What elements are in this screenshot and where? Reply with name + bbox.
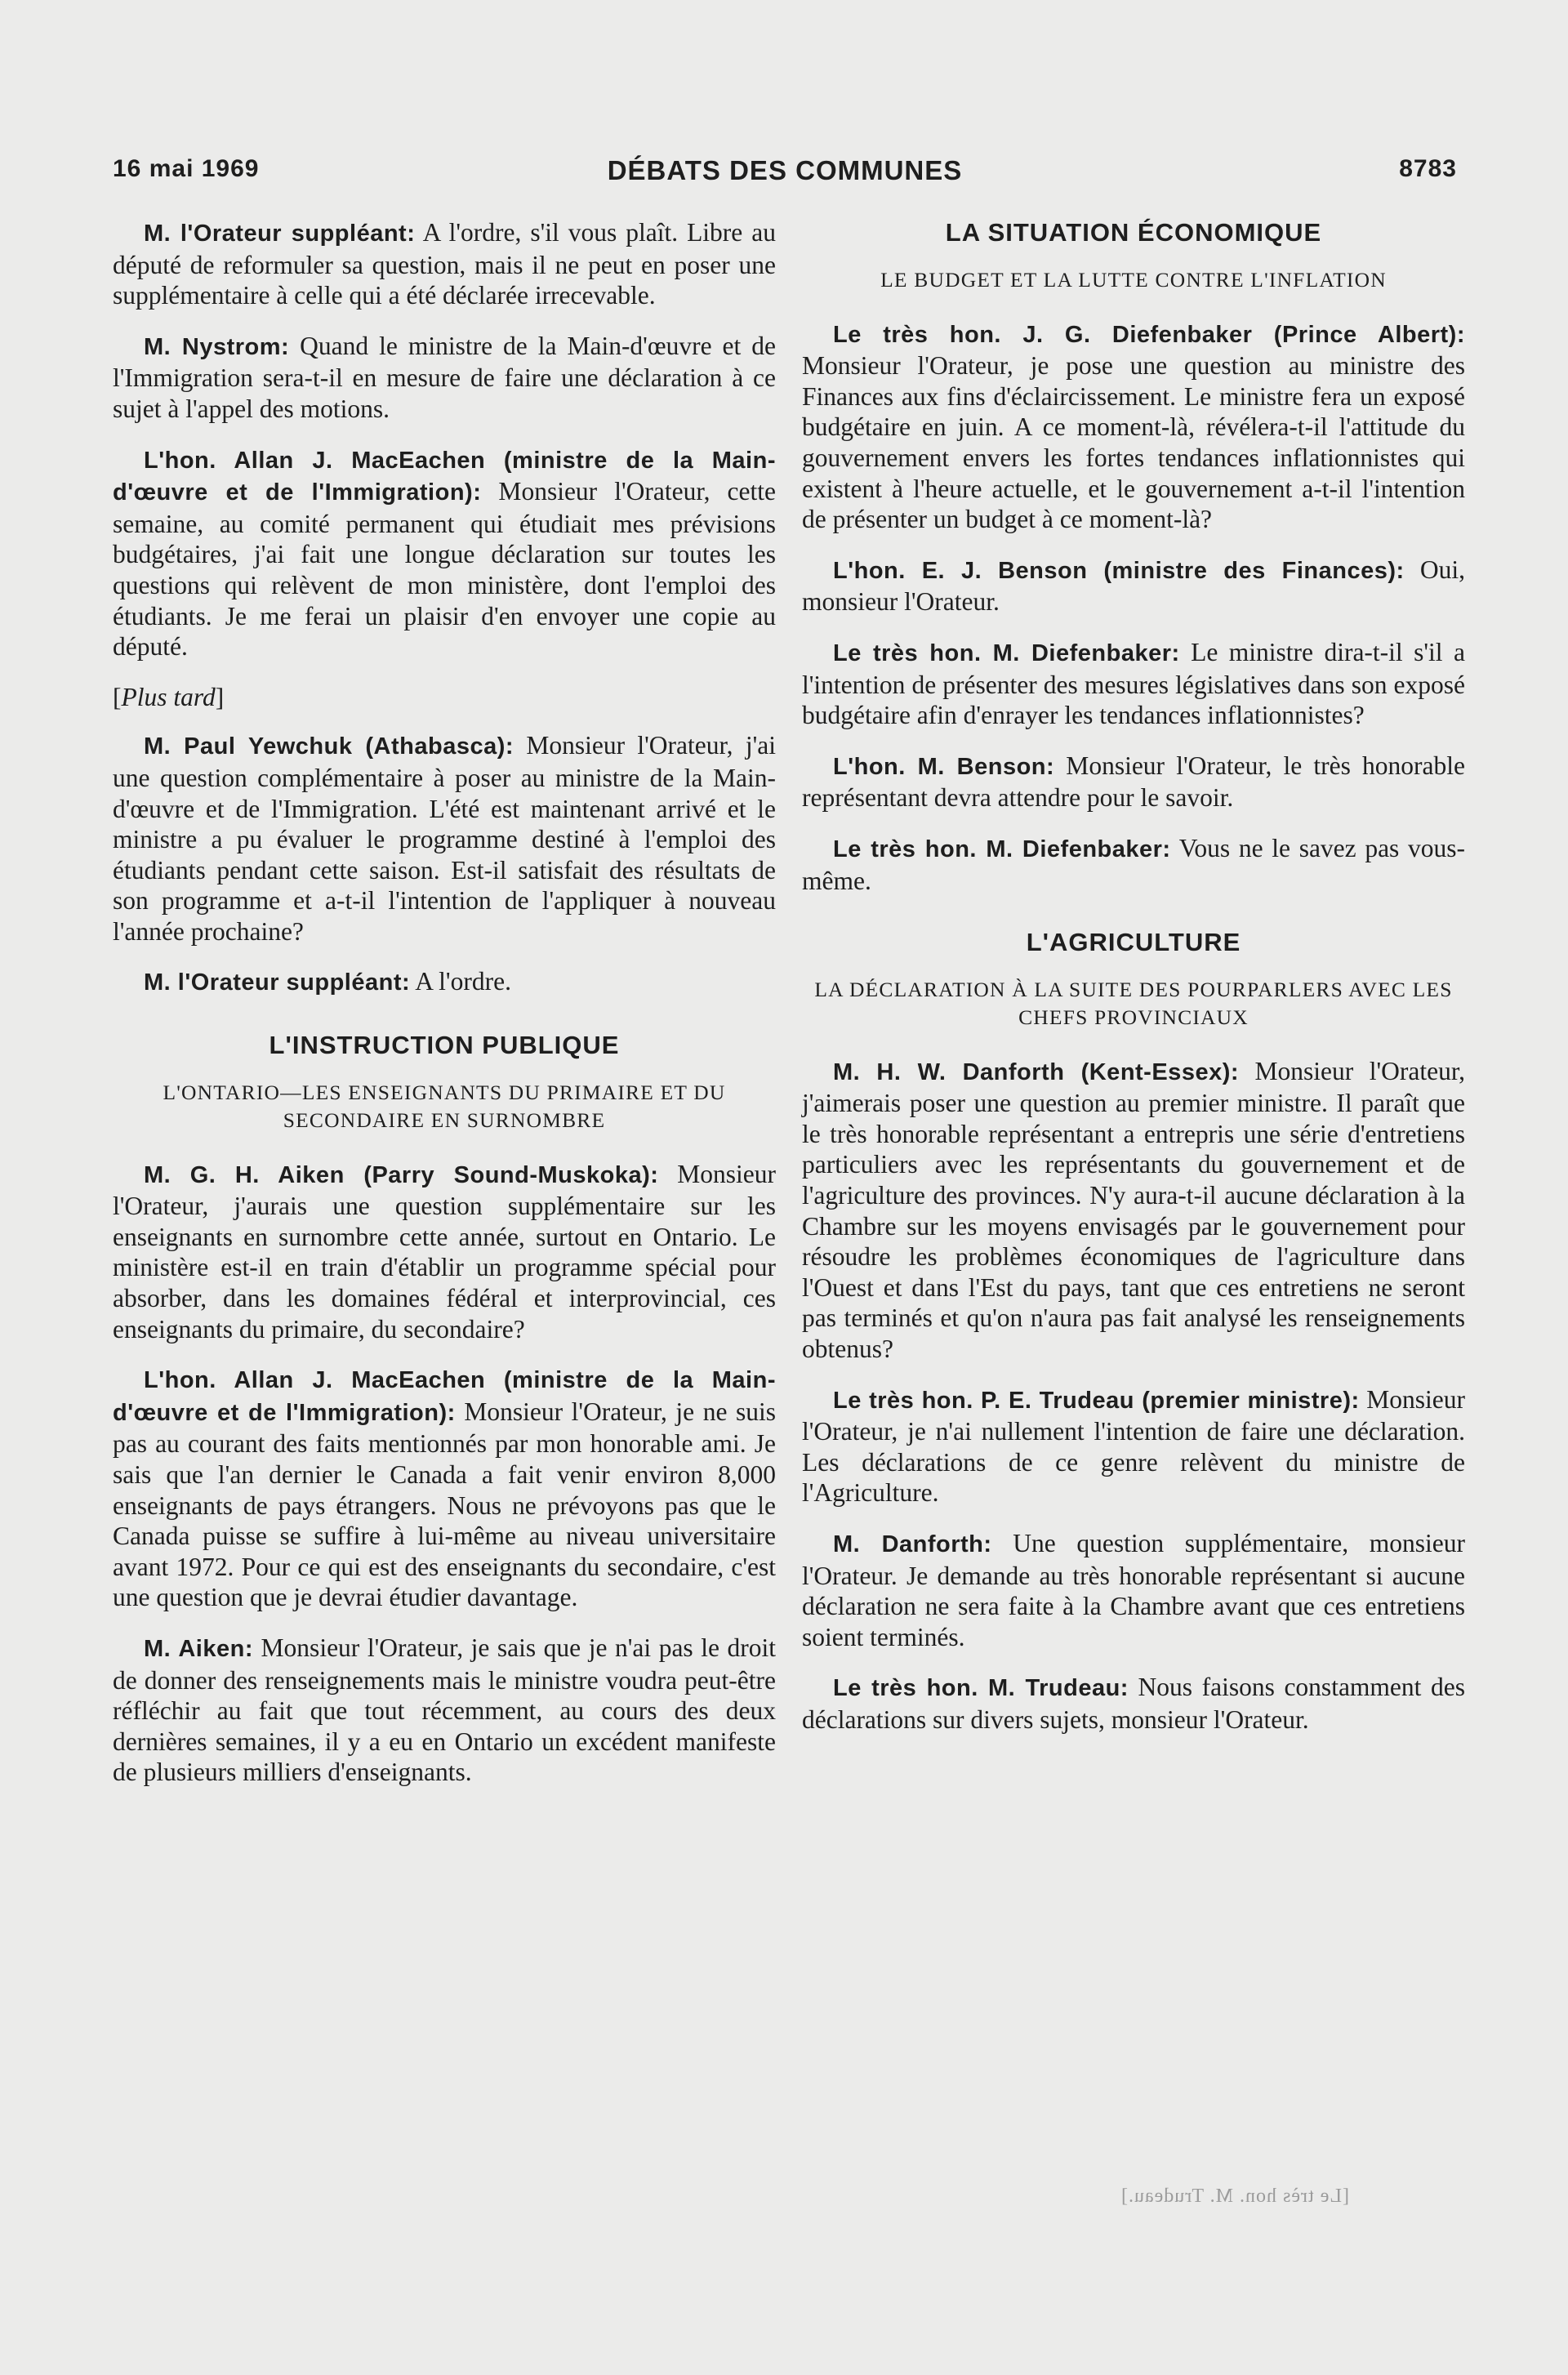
paragraph-text: A l'ordre, s'il vous plaît. Libre au député de reformuler sa question, mais il ne peut en poser une supplémentaire à celle qui a été déclarée irrecevable.: [113, 218, 776, 310]
paragraph: [113, 331, 776, 425]
section-title: L'AGRICULTURE: [1026, 928, 1241, 957]
paragraph: [802, 637, 1465, 731]
paragraph-text: Monsieur l'Orateur, j'aurais une question supplémentaire sur les enseignants en surnombre cette année, surtout en Ontario. Le ministère est-il en train d'établir un programme spécial pour absorber, dans les domaines fédéral et interprovincial, ces enseignants du primaire, du secondaire?: [113, 1159, 776, 1343]
speaker-name: M. Danforth:: [833, 1531, 992, 1557]
speaker-name: Le très hon. M. Diefenbaker:: [833, 639, 1180, 666]
running-header: [113, 155, 1457, 191]
paragraph-text: Vous ne le savez pas vous-même.: [802, 833, 1465, 895]
paragraph-text: Monsieur l'Orateur, je n'ai nullement l'intention de faire une déclaration. Les déclarations de ce genre relèvent du ministre de l'Agriculture.: [802, 1384, 1465, 1508]
speaker-name: L'hon. E. J. Benson (ministre des Finances):: [833, 557, 1405, 584]
aside-text: Plus tard: [121, 682, 216, 711]
paragraph-text: Monsieur l'Orateur, cette semaine, au comité permanent qui étudiait mes prévisions budgétaires, j'ai fait une longue déclaration sur toutes les questions qui relèvent de mon ministère, dont l'emploi des étudiants. Je me ferai un plaisir d'en envoyer une copie au député.: [113, 477, 776, 662]
paragraph-text: Une question supplémentaire, monsieur l'Orateur. Je demande au très honorable représentant si aucune déclaration ne sera faite à la Chambre avant que ces entretiens soient terminés.: [802, 1529, 1465, 1651]
paragraph-text: Monsieur l'Orateur, je pose une question au ministre des Finances aux fins d'éclaircissement. Le ministre fera un exposé budgétaire en juin. A ce moment-là, révélera-t-il l'attitude du gouvernement envers les fortes tendances inflationnistes qui existent à l'heure actuelle, et le gouvernement a-t-il l'intention de présenter un budget à ce moment-là?: [802, 351, 1465, 534]
paragraph: [802, 319, 1465, 535]
section-subtitle: L'ONTARIO—LES ENSEIGNANTS DU PRIMAIRE ET DU SECONDAIRE EN SURNOMBRE: [163, 1080, 726, 1132]
section-title: L'INSTRUCTION PUBLIQUE: [269, 1031, 620, 1060]
paragraph-text: Monsieur l'Orateur, le très honorable représentant devra attendre pour le savoir.: [802, 751, 1466, 813]
paragraph: [802, 1672, 1465, 1735]
left-column: [113, 217, 776, 1807]
paragraph-text: Oui, monsieur l'Orateur.: [802, 555, 1466, 617]
section-subtitle: LE BUDGET ET LA LUTTE CONTRE L'INFLATION: [880, 267, 1387, 292]
paragraph-text: A l'ordre.: [410, 967, 511, 996]
paragraph: [113, 730, 776, 947]
speaker-name: M. G. H. Aiken (Parry Sound-Muskoka):: [144, 1161, 659, 1188]
section-title: LA SITUATION ÉCONOMIQUE: [945, 218, 1322, 247]
paragraph-text: Monsieur l'Orateur, je sais que je n'ai pas le droit de donner des renseignements mais le ministre voudra peut-être réfléchir au fait que tout récemment, au cours des deux dernières semaines, il y a eu en Ontario un excédent manifeste de plusieurs milliers d'enseignants.: [113, 1633, 776, 1787]
speaker-name: L'hon. Allan J. MacEachen (ministre de la Main-d'œuvre et de l'Immigration):: [113, 1367, 776, 1426]
speaker-name: Le très hon. P. E. Trudeau (premier ministre):: [833, 1387, 1360, 1414]
paragraph: [802, 1528, 1465, 1652]
paragraph: [113, 1364, 776, 1613]
speaker-name: M. Nystrom:: [144, 333, 290, 360]
header-title: DÉBATS DES COMMUNES: [607, 155, 963, 185]
paragraph-text: Monsieur l'Orateur, je ne suis pas au courant des faits mentionnés par mon honorable ami. Je sais que l'an dernier le Canada a fait venir environ 8,000 enseignants de pays étrangers. Nous ne prévoyons pas que le Canada puisse se suffire à lui-même au niveau universitaire avant 1972. Pour ce qui est des enseignants du secondaire, c'est une question que je devrai étudier davantage.: [113, 1397, 776, 1612]
paragraph-text: Monsieur l'Orateur, j'aimerais poser une question au premier ministre. Il paraît que le très honorable représentant a entrepris une série d'entretiens particuliers avec les représentants du gouvernement et de l'agriculture des provinces. N'y aura-t-il aucune déclaration à la Chambre sur les moyens envisagés par le gouvernement pour résoudre les problèmes économiques de l'agriculture dans l'Ouest et dans l'Est du pays, tant que ces entretiens ne seront pas terminés et qu'on n'aura pas fait analysé les renseignements obtenus?: [802, 1056, 1465, 1364]
header-date: 16 mai 1969: [113, 155, 260, 182]
speaker-name: M. l'Orateur suppléant:: [144, 969, 411, 996]
speaker-name: Le très hon. J. G. Diefenbaker (Prince Albert):: [833, 321, 1465, 348]
speaker-name: Le très hon. M. Diefenbaker:: [833, 835, 1171, 862]
speaker-name: Le très hon. M. Trudeau:: [833, 1675, 1129, 1702]
header-page-number: 8783: [1399, 155, 1457, 182]
paragraph-text: Nous faisons constamment des déclarations sur divers sujets, monsieur l'Orateur.: [802, 1673, 1465, 1734]
paragraph-text: Monsieur l'Orateur, j'ai une question complémentaire à poser au ministre de la Main-d'œuvre et de l'Immigration. L'été est maintenant arrivé et le ministre a pu évaluer le programme destiné à l'emploi des étudiants pendant cette saison. Est-il satisfait des résultats de son programme et a-t-il l'intention de l'appliquer à nouveau l'année prochaine?: [113, 731, 776, 946]
paragraph-text: Quand le ministre de la Main-d'œuvre et de l'Immigration sera-t-il en mesure de faire une déclaration à ce sujet à l'appel des motions.: [113, 331, 776, 423]
aside-close-bracket: ]: [215, 682, 225, 711]
paragraph: [802, 555, 1465, 617]
speaker-name: M. l'Orateur suppléant:: [144, 221, 416, 247]
paragraph: [802, 833, 1465, 896]
speaker-name: M. Paul Yewchuk (Athabasca):: [144, 733, 514, 760]
paragraph: [113, 444, 776, 662]
bleed-through-note: [Le très hon. M. Trudeau.]: [1120, 2186, 1349, 2207]
speaker-name: M. Aiken:: [144, 1635, 253, 1662]
speaker-name: L'hon. M. Benson:: [833, 753, 1055, 780]
speaker-name: M. H. W. Danforth (Kent-Essex):: [833, 1058, 1240, 1085]
paragraph: [113, 1159, 776, 1345]
section-subtitle: LA DÉCLARATION À LA SUITE DES POURPARLERS AVEC LES CHEFS PROVINCIAUX: [814, 977, 1453, 1029]
paragraph: [113, 1633, 776, 1788]
speaker-name: L'hon. Allan J. MacEachen (ministre de la Main-d'œuvre et de l'Immigration):: [113, 447, 776, 506]
paragraph: [113, 966, 776, 999]
aside-open-bracket: [: [113, 682, 122, 711]
later-aside: [113, 682, 776, 713]
right-column: [802, 217, 1465, 1755]
paragraph: [802, 751, 1465, 813]
paragraph: [802, 1384, 1465, 1508]
paragraph: [802, 1056, 1465, 1365]
paragraph-text: Le ministre dira-t-il s'il a l'intention de présenter des mesures législatives dans son exposé budgétaire afin d'enrayer les tendances inflationnistes?: [802, 637, 1465, 730]
paragraph: [113, 217, 776, 311]
